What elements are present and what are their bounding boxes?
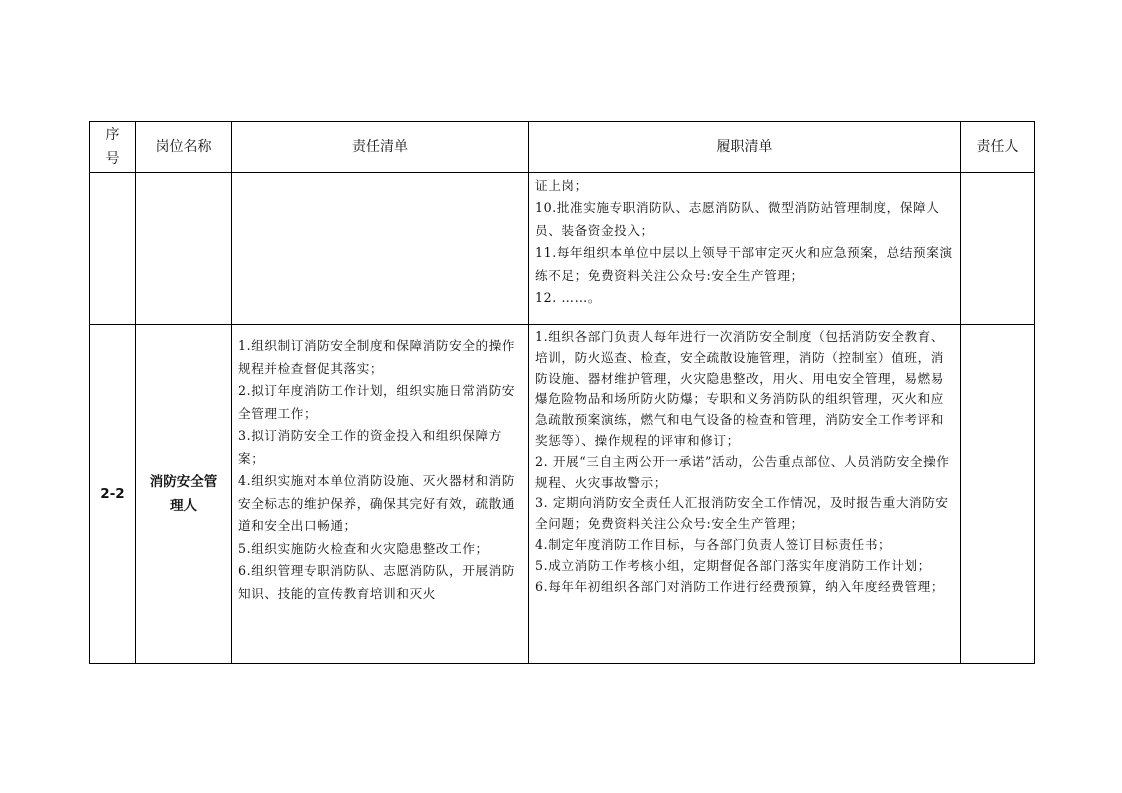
row-responsibilities bbox=[232, 325, 529, 664]
duty-item: 4.制定年度消防工作目标，与各部门负责人签订目标责任书； bbox=[535, 536, 892, 552]
row-no bbox=[90, 173, 136, 325]
responsibility-item: 3.拟订消防安全工作的资金投入和组织保障方案； bbox=[238, 428, 502, 466]
responsibility-table bbox=[89, 121, 1035, 664]
responsibility-item: 2.拟订年度消防工作计划，组织实施日常消防安全管理工作； bbox=[238, 383, 516, 421]
responsibility-item: 4.组织实施对本单位消防设施、灭火器材和消防安全标志的维护保养，确保其完好有效，疏散通道和安全出口畅通； bbox=[238, 473, 516, 533]
row-position bbox=[136, 173, 232, 325]
table-row bbox=[90, 325, 1035, 664]
header-duty: 履职清单 bbox=[529, 122, 961, 173]
header-position: 岗位名称 bbox=[136, 122, 232, 173]
row-position: 消防安全管理人 bbox=[136, 325, 232, 664]
responsibility-item: 5.组织实施防火检查和火灾隐患整改工作； bbox=[238, 540, 489, 556]
header-responsibility: 责任清单 bbox=[232, 122, 529, 173]
duty-item: 11.每年组织本单位中层以上领导干部审定灭火和应急预案，总结预案演练不足；免费资料关注公众号:安全生产管理； bbox=[535, 245, 953, 283]
header-no: 序号 bbox=[90, 122, 136, 173]
row-duties bbox=[529, 173, 961, 325]
header-person: 责任人 bbox=[961, 122, 1035, 173]
row-person bbox=[961, 173, 1035, 325]
header-row bbox=[90, 122, 1035, 173]
row-no: 2-2 bbox=[90, 325, 136, 664]
duty-item: 2. 开展“三自主两公开一承诺”活动，公告重点部位、人员消防安全操作规程、火灾事故警示； bbox=[535, 453, 950, 490]
duty-item: 3. 定期向消防安全责任人汇报消防安全工作情况，及时报告重大消防安全问题；免费资料关注公众号:安全生产管理； bbox=[535, 495, 949, 532]
duty-item: 6.每年年初组织各部门对消防工作进行经费预算，纳入年度经费管理； bbox=[535, 578, 945, 594]
duty-item: 5.成立消防工作考核小组，定期督促各部门落实年度消防工作计划； bbox=[535, 557, 931, 573]
table-row bbox=[90, 173, 1035, 325]
responsibility-item: 1.组织制订消防安全制度和保障消防安全的操作规程并检查督促其落实； bbox=[238, 338, 516, 376]
duty-item: 10.批准实施专职消防队、志愿消防队、微型消防站管理制度，保障人员、装备资金投入； bbox=[535, 200, 940, 238]
row-duties bbox=[529, 325, 961, 664]
duty-item: 12. ……。 bbox=[535, 290, 602, 306]
row-person bbox=[961, 325, 1035, 664]
responsibility-item: 6.组织管理专职消防队、志愿消防队，开展消防知识、技能的宣传教育培训和灭火 bbox=[238, 563, 516, 601]
row-responsibilities bbox=[232, 173, 529, 325]
duty-item: 1.组织各部门负责人每年进行一次消防安全制度（包括消防安全教育、培训，防火巡查、检查，安全疏散设施管理，消防（控制室）值班，消防设施、器材维护管理，火灾隐患整改，用火、用电安全管理，易燃易爆危险物品和场所防火防爆；专职和义务消防队的组织管理，灭火和应急疏散预案演练，燃气和电气设备的检查和管理，消防安全工作考评和奖惩等）、操作规程的评审和修订； bbox=[535, 329, 945, 448]
duty-item: 证上岗； bbox=[535, 178, 588, 193]
